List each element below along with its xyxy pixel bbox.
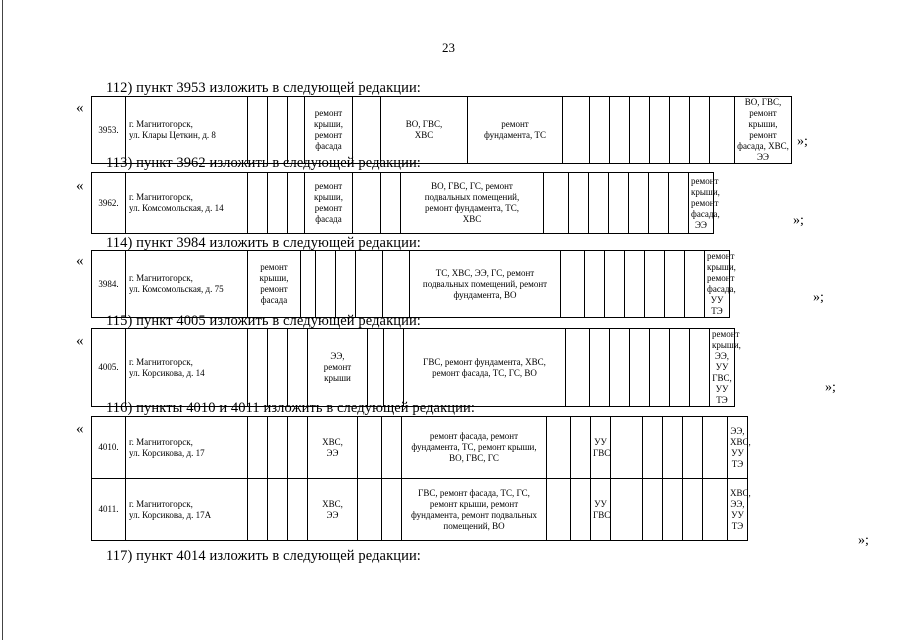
cell-line: ремонт (314, 108, 343, 118)
cell-line: ул. Комсомольская, д. 14 (129, 203, 224, 213)
cell-line: фундамента, ВО (453, 289, 517, 300)
table-row (92, 97, 792, 164)
cell-line: фундамента, ремонт подвальных (410, 509, 538, 520)
cell-line: ЭЭ (326, 447, 339, 458)
row-number: 4011. (92, 479, 126, 541)
work-type-cell (308, 479, 358, 541)
empty-cell (248, 417, 268, 479)
cell-line: г. Магнитогорск, (129, 356, 193, 367)
empty-cell (611, 479, 643, 541)
cell-line: ТС, ХВС, ЭЭ, ГС, ремонт (435, 267, 535, 278)
empty-cell (248, 173, 268, 234)
empty-cell (268, 97, 288, 164)
empty-cell (356, 251, 383, 318)
cell-line: фасада (315, 214, 342, 224)
empty-cell (611, 417, 643, 479)
cell-line: фасада, ХВС, ЭЭ (737, 141, 789, 162)
cell-line: ремонт (314, 130, 343, 140)
quote-close-mark: »; (793, 213, 804, 228)
cell-line: ЭЭ (695, 219, 707, 230)
work-type-cell (591, 479, 611, 541)
empty-cell (358, 417, 382, 479)
cell-line: г. Магнитогорск, (129, 119, 193, 129)
empty-cell (610, 329, 630, 407)
section-heading: 112) пункт 3953 изложить в следующей редакции: (106, 80, 421, 96)
table-row (92, 173, 788, 234)
empty-cell (690, 329, 710, 407)
empty-cell (670, 97, 690, 164)
empty-cell (382, 417, 402, 479)
work-type-cell (705, 251, 736, 318)
amendment-table (91, 96, 792, 164)
cell-line: крыши, (314, 192, 343, 202)
empty-cell (288, 417, 308, 479)
cell-line: ул. Корсикова, д. 14 (129, 367, 205, 378)
cell-line: г. Магнитогорск, (129, 498, 193, 509)
quote-open-mark: « (76, 100, 84, 116)
empty-cell (571, 479, 591, 541)
cell-line: ремонт крыши, (707, 251, 736, 272)
section-heading: 116) пункты 4010 и 4011 изложить в следующей редакции: (106, 400, 475, 416)
row-number: 4010. (92, 417, 126, 479)
cell-line: УУ ТЭ (731, 447, 744, 469)
cell-line: ул. Корсикова, д. 17А (129, 509, 212, 520)
cell-line: УУ ТЭ (731, 509, 744, 531)
empty-cell (368, 329, 384, 407)
section-heading: 113) пункт 3962 изложить в следующей редакции: (106, 155, 421, 171)
cell-line: г. Магнитогорск, (129, 273, 193, 283)
row-number: 3953. (92, 97, 126, 164)
cell-line: фасада (260, 295, 288, 305)
cell-line: фундамента, ТС, ремонт крыши, (411, 442, 537, 452)
empty-cell (288, 173, 305, 234)
cell-line: ремонт фундамента, ТС, (425, 203, 519, 213)
work-type-cell (689, 173, 720, 234)
empty-cell (288, 479, 308, 541)
cell-line: ХВС, (322, 498, 343, 509)
work-type-cell (710, 329, 741, 407)
amendment-table (91, 172, 788, 234)
empty-cell (571, 417, 591, 479)
cell-line: ремонт (260, 284, 288, 294)
empty-cell (609, 173, 629, 234)
empty-cell (288, 329, 308, 407)
cell-line: ГВС, ремонт фасада, ТС, ГС, (418, 487, 530, 498)
empty-cell (268, 329, 288, 407)
cell-line: подвальных помещений, ремонт (422, 278, 548, 289)
empty-cell (585, 251, 605, 318)
page-number: 23 (442, 40, 455, 55)
empty-cell (630, 97, 650, 164)
cell-line: г. Магнитогорск, (129, 436, 193, 447)
quote-open-mark: « (76, 421, 84, 437)
address-cell (126, 97, 248, 164)
cell-line: ГВС, ремонт фундамента, ХВС, (423, 356, 546, 367)
empty-cell (669, 173, 689, 234)
cell-line: ГВС (593, 447, 611, 458)
empty-cell (248, 329, 268, 407)
work-type-cell (248, 251, 301, 318)
work-type-cell (410, 251, 561, 318)
empty-cell (649, 173, 669, 234)
cell-line: ремонт (260, 262, 288, 272)
empty-cell (383, 251, 410, 318)
work-type-cell (305, 173, 353, 234)
cell-line: помещений, ВО (443, 520, 505, 531)
empty-cell (683, 479, 703, 541)
empty-cell (547, 417, 571, 479)
work-type-cell (401, 173, 544, 234)
quote-close-mark: »; (813, 290, 824, 305)
cell-line: ВО, ГВС, ГС, ремонт (431, 181, 513, 191)
empty-cell (353, 173, 381, 234)
empty-cell (569, 173, 589, 234)
work-type-cell (404, 329, 566, 407)
cell-line: ул. Комсомольская, д. 75 (129, 284, 224, 294)
cell-line: ремонт (323, 362, 352, 372)
empty-cell (353, 97, 381, 164)
amendment-table (91, 328, 820, 407)
row-number: 3962. (92, 173, 126, 234)
table-row (92, 479, 853, 541)
cell-line: ремонт крыши, ремонт (429, 498, 519, 509)
empty-cell (384, 329, 404, 407)
empty-cell (566, 329, 590, 407)
empty-cell (316, 251, 336, 318)
work-type-cell (728, 479, 751, 541)
empty-cell (589, 173, 609, 234)
cell-line: ХВС (414, 130, 434, 140)
address-cell (126, 329, 248, 407)
cell-line: ремонт (712, 329, 740, 339)
quote-open-mark: « (76, 178, 84, 194)
cell-line: ВО, ГВС, ремонт (744, 97, 782, 118)
cell-line: ХВС, (322, 436, 343, 447)
empty-cell (630, 329, 650, 407)
amendment-table (91, 416, 853, 541)
empty-cell (685, 251, 705, 318)
cell-line: ремонт крыши, (691, 175, 720, 197)
work-type-cell (381, 97, 468, 164)
empty-cell (663, 479, 683, 541)
cell-line: ремонт (314, 181, 343, 191)
work-type-cell (468, 97, 563, 164)
empty-cell (710, 97, 735, 164)
quote-open-mark: « (76, 333, 84, 349)
address-cell (126, 173, 248, 234)
cell-line: подвальных помещений, (424, 192, 520, 202)
empty-cell (268, 479, 288, 541)
cell-line: ремонт фасада, (691, 197, 720, 219)
empty-cell (670, 329, 690, 407)
empty-cell (663, 417, 683, 479)
empty-cell (643, 417, 663, 479)
cell-line: ремонт фасада, ремонт (429, 431, 519, 441)
empty-cell (590, 97, 610, 164)
table-row (92, 329, 820, 407)
cell-line: крыши, (314, 119, 343, 129)
cell-line: крыши, (259, 273, 289, 283)
cell-line: ГВС (593, 509, 611, 520)
cell-line: ТЭ (716, 395, 728, 405)
row-number: 3984. (92, 251, 126, 318)
work-type-cell (308, 329, 368, 407)
cell-line: УУ ТЭ (710, 295, 724, 316)
empty-cell (268, 173, 288, 234)
cell-line: УУ (594, 436, 607, 447)
address-cell (126, 479, 248, 541)
cell-line: ремонт (314, 203, 343, 213)
cell-line: УУ (594, 498, 607, 509)
cell-line: УУ ГВС, УУ (712, 362, 732, 394)
section-heading: 114) пункт 3984 изложить в следующей редакции: (106, 235, 421, 251)
quote-close-mark: »; (797, 134, 808, 149)
empty-cell (381, 173, 401, 234)
empty-cell (358, 479, 382, 541)
quote-open-mark: « (76, 253, 84, 269)
empty-cell (643, 479, 663, 541)
address-cell (126, 251, 248, 318)
empty-cell (382, 479, 402, 541)
cell-line: ремонт (501, 119, 529, 129)
empty-cell (683, 417, 703, 479)
cell-line: ул. Корсикова, д. 17 (129, 447, 205, 458)
empty-cell (650, 329, 670, 407)
empty-cell (625, 251, 645, 318)
cell-line: ул. Клары Цеткин, д. 8 (129, 130, 216, 140)
empty-cell (665, 251, 685, 318)
cell-line: ВО, ГВС, ГС (449, 453, 499, 463)
cell-line: ХВС (462, 214, 482, 224)
cell-line: ХВС, ЭЭ, (730, 487, 751, 509)
empty-cell (605, 251, 625, 318)
empty-cell (336, 251, 356, 318)
section-heading: 117) пункт 4014 изложить в следующей редакции: (106, 548, 421, 564)
section-heading: 115) пункт 4005 изложить в следующей редакции: (106, 313, 421, 329)
cell-line: крыши (324, 373, 351, 383)
empty-cell (629, 173, 649, 234)
work-type-cell (728, 417, 751, 479)
cell-line: г. Магнитогорск, (129, 192, 193, 202)
empty-cell (650, 97, 670, 164)
cell-line: крыши, ремонт (748, 119, 778, 140)
address-cell (126, 417, 248, 479)
empty-cell (645, 251, 665, 318)
cell-line: крыши, ЭЭ, (712, 340, 741, 361)
cell-line: фундамента, ТС (483, 130, 547, 140)
quote-close-mark: »; (858, 533, 869, 548)
row-number: 4005. (92, 329, 126, 407)
work-type-cell (308, 417, 358, 479)
work-type-cell (735, 97, 792, 164)
cell-line: ремонт фасада, ТС, ГС, ВО (432, 367, 537, 378)
empty-cell (690, 97, 710, 164)
empty-cell (301, 251, 316, 318)
cell-line: ремонт фасада, (707, 273, 736, 294)
empty-cell (248, 479, 268, 541)
cell-line: ЭЭ (326, 509, 339, 520)
empty-cell (288, 97, 305, 164)
empty-cell (563, 97, 590, 164)
empty-cell (703, 417, 728, 479)
amendment-table (91, 250, 808, 318)
work-type-cell (402, 417, 547, 479)
table-row (92, 417, 853, 479)
empty-cell (268, 417, 288, 479)
quote-close-mark: »; (825, 380, 836, 395)
empty-cell (610, 97, 630, 164)
cell-line: ВО, ГВС, (405, 119, 443, 129)
empty-cell (248, 97, 268, 164)
work-type-cell (591, 417, 611, 479)
cell-line: фасада (315, 141, 342, 151)
table-row (92, 251, 808, 318)
cell-line: ЭЭ, (330, 351, 345, 361)
empty-cell (703, 479, 728, 541)
cell-line: ЭЭ, ХВС, (730, 425, 751, 447)
empty-cell (561, 251, 585, 318)
empty-cell (547, 479, 571, 541)
empty-cell (544, 173, 569, 234)
work-type-cell (402, 479, 547, 541)
empty-cell (590, 329, 610, 407)
page-edge-line (2, 0, 3, 640)
work-type-cell (305, 97, 353, 164)
